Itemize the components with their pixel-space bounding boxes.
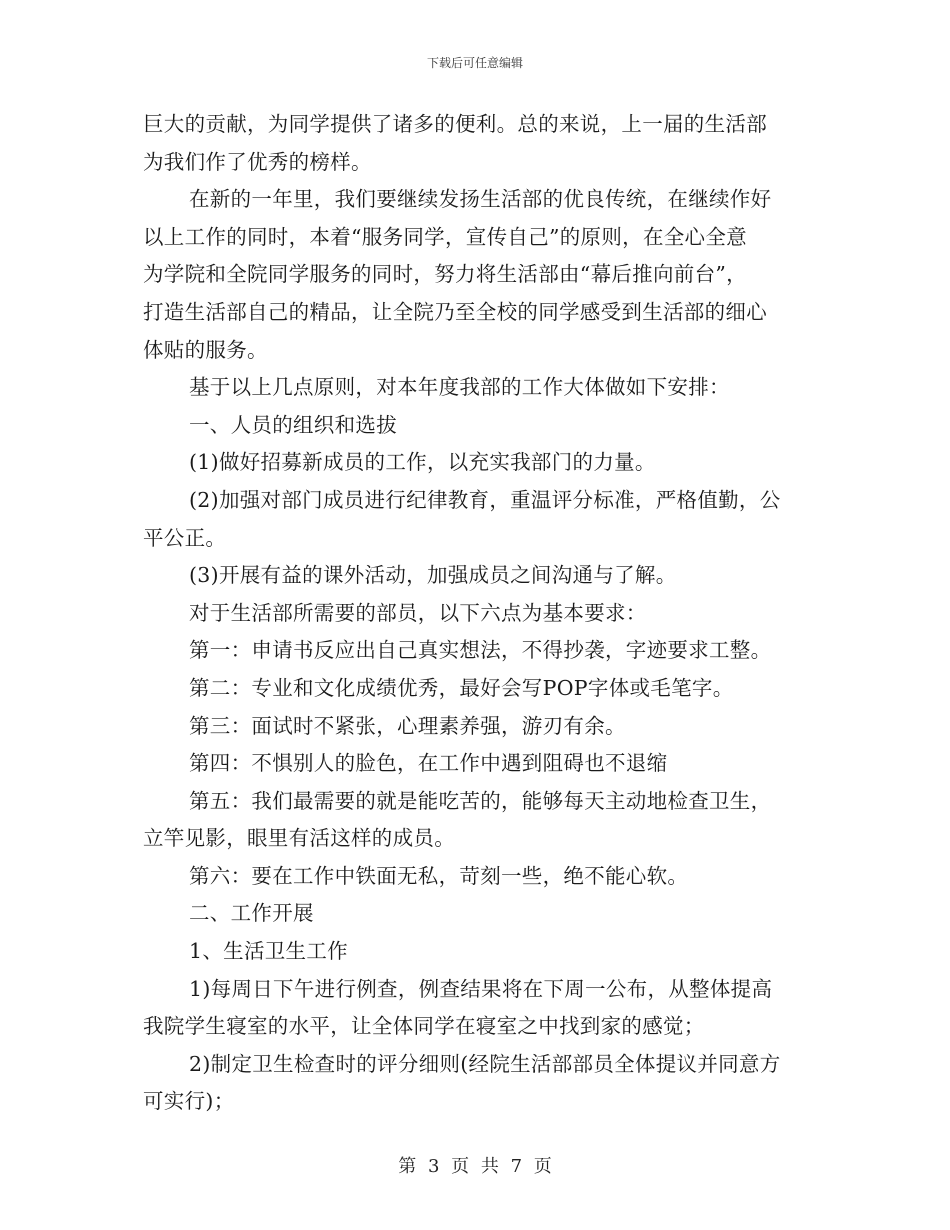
text-line: 为我们作了优秀的榜样。 — [143, 149, 372, 174]
text-line: 第六：要在工作中铁面无私，苛刻一些，绝不能心软。 — [189, 863, 689, 888]
paragraph — [143, 444, 815, 482]
text-line: 基于以上几点原则，对本年度我部的工作大体做如下安排： — [189, 375, 730, 400]
text-line: 第二：专业和文化成绩优秀，最好会写POP字体或毛笔字。 — [189, 675, 734, 700]
paragraph — [143, 783, 815, 858]
document-body — [143, 106, 815, 1121]
text-line: 第四：不惧别人的脸色，在工作中遇到阻碍也不退缩 — [189, 751, 668, 776]
text-line: 可实行)； — [143, 1089, 235, 1114]
text-line: (1)做好招募新成员的工作，以充实我部门的力量。 — [189, 450, 656, 475]
paragraph — [143, 595, 815, 633]
paragraph — [143, 971, 815, 1046]
text-line: 以上工作的同时，本着“服务同学，宣传自己”的原则，在全心全意 — [143, 224, 747, 249]
paragraph — [143, 895, 815, 933]
text-line: 第五：我们最需要的就是能吃苦的，能够每天主动地检查卫生， — [189, 788, 772, 813]
text-line: 我院学生寝室的水平，让全体同学在寝室之中找到家的感觉； — [143, 1014, 705, 1039]
paragraph — [143, 369, 815, 407]
text-line: 体贴的服务。 — [143, 337, 268, 362]
text-line: 在新的一年里，我们要继续发扬生活部的优良传统，在继续作好 — [189, 187, 772, 212]
page-number: 第 3 页 共 7 页 — [398, 1156, 552, 1177]
text-line: (3)开展有益的课外活动，加强成员之间沟通与了解。 — [189, 563, 677, 588]
paragraph — [143, 745, 815, 783]
paragraph — [143, 181, 815, 369]
paragraph — [143, 933, 815, 971]
text-line: 一、人员的组织和选拔 — [189, 412, 397, 437]
paragraph — [143, 106, 815, 181]
text-line: 为学院和全院同学服务的同时，努力将生活部由“幕后推向前台”， — [143, 262, 747, 287]
paragraph — [143, 670, 815, 708]
text-line: (2)加强对部门成员进行纪律教育，重温评分标准，严格值勤，公 — [189, 487, 781, 512]
text-line: 二、工作开展 — [189, 901, 314, 926]
text-line: 巨大的贡献，为同学提供了诸多的便利。总的来说，上一届的生活部 — [143, 112, 767, 136]
text-line: 第三：面试时不紧张，心理素养强，游刃有余。 — [189, 713, 626, 738]
paragraph — [143, 708, 815, 746]
text-line: 2)制定卫生检查时的评分细则(经院生活部部员全体提议并同意方 — [189, 1051, 781, 1076]
paragraph — [143, 557, 815, 595]
text-line: 1)每周日下午进行例查，例查结果将在下周一公布，从整体提高 — [189, 976, 773, 1001]
paragraph — [143, 407, 815, 445]
paragraph — [143, 1046, 815, 1121]
text-line: 1、生活卫生工作 — [189, 939, 348, 964]
paragraph — [143, 632, 815, 670]
paragraph — [143, 858, 815, 896]
paragraph — [143, 482, 815, 557]
text-line: 打造生活部自己的精品，让全院乃至全校的同学感受到生活部的细心 — [143, 299, 767, 324]
text-line: 对于生活部所需要的部员，以下六点为基本要求： — [189, 600, 647, 625]
page-header-note: 下载后可任意编辑 — [426, 56, 523, 70]
text-line: 平公正。 — [143, 525, 227, 550]
text-line: 立竿见影，眼里有活这样的成员。 — [143, 826, 455, 851]
text-line: 第一：申请书反应出自己真实想法，不得抄袭，字迹要求工整。 — [189, 638, 772, 663]
